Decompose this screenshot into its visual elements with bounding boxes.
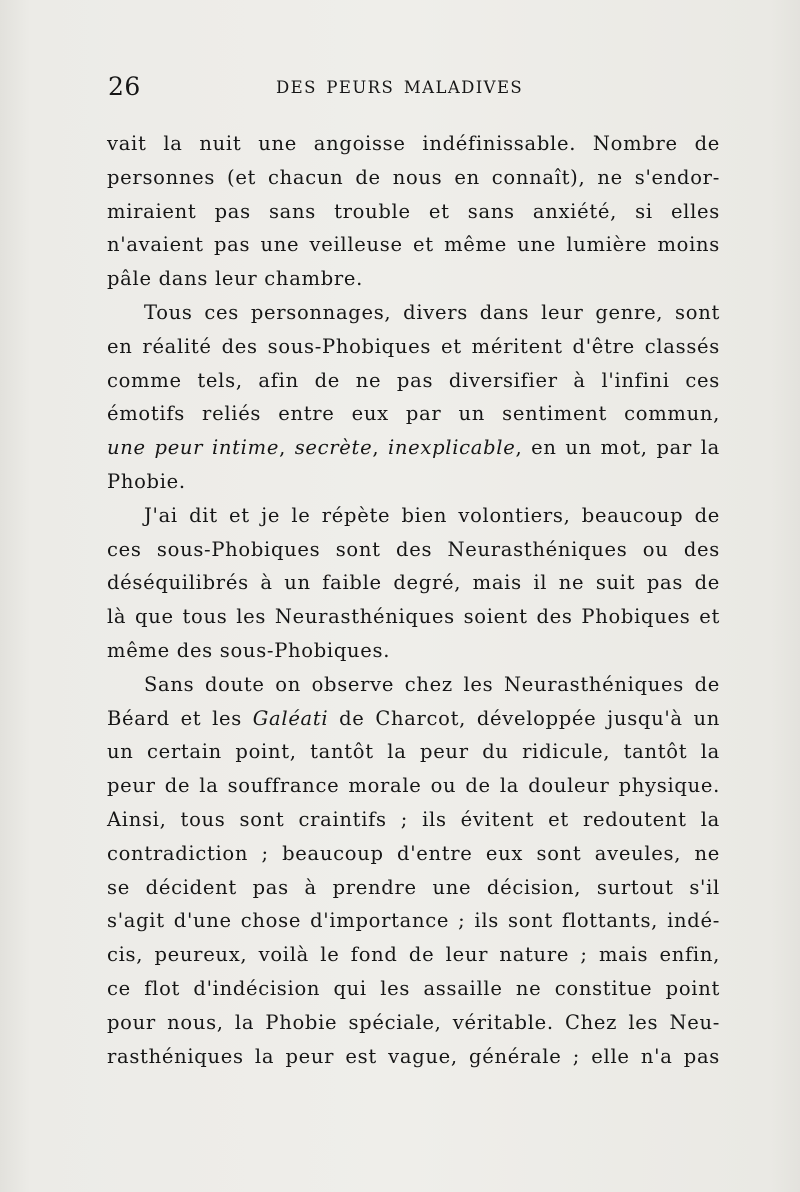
- text-line: miraient pas sans trouble et sans anxiété, si elles: [107, 199, 720, 223]
- italic-phrase: une peur intime: [107, 436, 280, 460]
- text-line: déséquilibrés à un faible degré, mais il ne suit pas de: [107, 571, 720, 595]
- text-line: comme tels, afin de ne pas diversifier à l'infini ces: [107, 368, 720, 392]
- text-line: Tous ces personnages, divers dans leur genre, sont: [144, 300, 720, 324]
- text-line: Ainsi, tous sont craintifs ; ils évitent et redoutent la: [107, 807, 720, 831]
- text-line: là que tous les Neurasthéniques soient des Phobiques et: [107, 605, 720, 629]
- text-line: émotifs reliés entre eux par un sentiment commun,: [107, 402, 720, 426]
- italic-phrase: inexplicable: [387, 436, 516, 460]
- text-line: se décident pas à prendre une décision, surtout s'il: [107, 875, 720, 899]
- italic-phrase: secrète: [294, 436, 373, 460]
- running-header: [108, 72, 720, 106]
- page-number: 26: [108, 72, 141, 101]
- text-line: pour nous, la Phobie spéciale, véritable. Chez les Neu-: [107, 1010, 720, 1034]
- text-line: Béard et les Galéati de Charcot, développée jusqu'à un: [107, 706, 721, 730]
- text-line: cis, peureux, voilà le fond de leur nature ; mais enfin,: [107, 943, 720, 967]
- text-line: un certain point, tantôt la peur du ridicule, tantôt la: [107, 740, 720, 764]
- text-line: peur de la souffrance morale ou de la douleur physique.: [107, 774, 720, 798]
- text-line: contradiction ; beaucoup d'entre eux sont aveules, ne: [107, 841, 720, 865]
- text-line: J'ai dit et je le répète bien volontiers, beaucoup de: [144, 503, 720, 527]
- text-line: même des sous-Phobiques.: [107, 638, 391, 662]
- running-title: DES PEURS MALADIVES: [276, 78, 524, 97]
- text-line: une peur intime, secrète, inexplicable, en un mot, par la: [107, 436, 720, 460]
- text-line: pâle dans leur chambre.: [107, 267, 364, 291]
- text-line: personnes (et chacun de nous en connaît), ne s'endor-: [107, 165, 720, 189]
- text-line: vait la nuit une angoisse indéfinissable. Nombre de: [107, 132, 720, 155]
- text-line: ces sous-Phobiques sont des Neurasthéniques ou des: [107, 537, 720, 561]
- text-line: Phobie.: [107, 469, 186, 493]
- body-text: [107, 127, 720, 1073]
- italic-phrase: Galéati: [252, 706, 329, 730]
- text-line: en réalité des sous-Phobiques et méritent d'être classés: [107, 334, 720, 358]
- text-line: s'agit d'une chose d'importance ; ils sont flottants, indé-: [107, 909, 720, 933]
- text-line: Sans doute on observe chez les Neurasthéniques de: [144, 672, 720, 696]
- text-line: ce flot d'indécision qui les assaille ne constitue point: [107, 976, 720, 1000]
- text-line: n'avaient pas une veilleuse et même une lumière moins: [107, 233, 720, 257]
- text-line: rasthéniques la peur est vague, générale ; elle n'a pas: [107, 1044, 720, 1068]
